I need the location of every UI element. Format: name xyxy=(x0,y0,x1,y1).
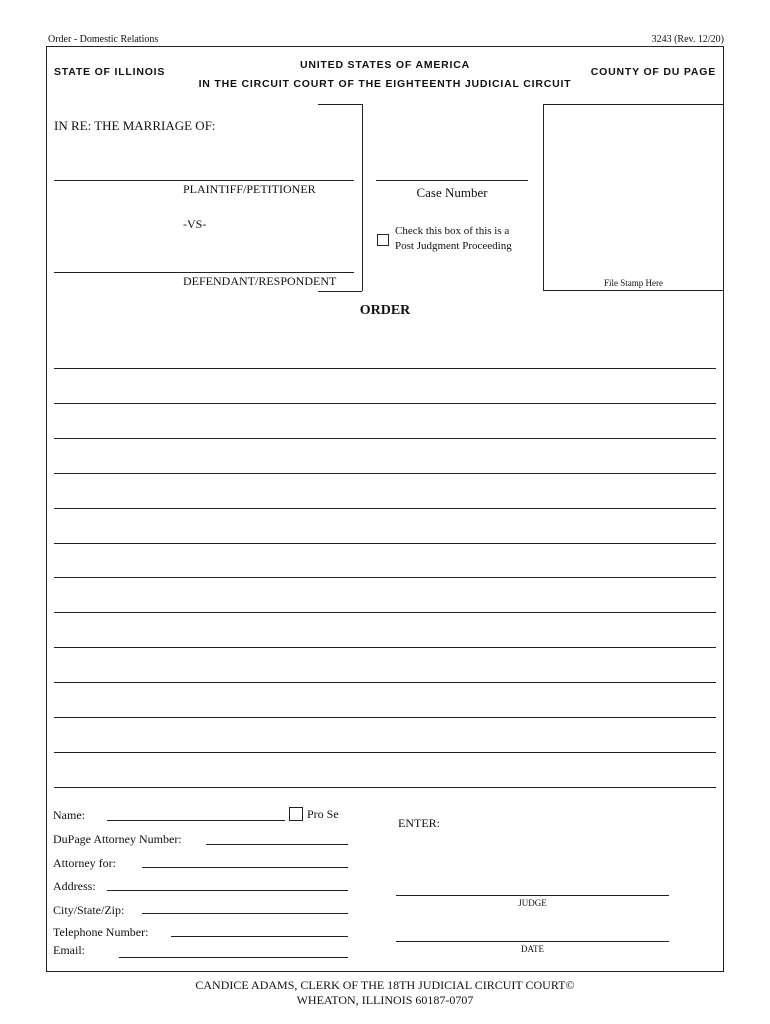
attorney-number-field[interactable] xyxy=(206,844,348,845)
city-state-zip-label: City/State/Zip: xyxy=(53,903,125,917)
clerk-name: CANDICE ADAMS, CLERK OF THE 18TH JUDICIAL CIRCUIT COURT© xyxy=(195,978,575,992)
judge-label: JUDGE xyxy=(518,898,547,908)
case-number-line[interactable] xyxy=(376,180,528,181)
state-label: STATE OF ILLINOIS xyxy=(54,66,166,78)
file-stamp-label: File Stamp Here xyxy=(604,278,663,288)
date-line[interactable] xyxy=(396,941,669,942)
enter-label: ENTER: xyxy=(398,816,440,830)
plaintiff-label: PLAINTIFF/PETITIONER xyxy=(183,182,316,196)
telephone-field[interactable] xyxy=(171,936,348,937)
in-re-label: IN RE: THE MARRIAGE OF: xyxy=(54,118,216,133)
name-label: Name: xyxy=(53,808,85,822)
telephone-label: Telephone Number: xyxy=(53,925,149,939)
post-judgment-checkbox[interactable] xyxy=(377,234,389,246)
order-title: ORDER xyxy=(359,303,411,318)
order-text-line[interactable] xyxy=(54,543,716,544)
pro-se-checkbox[interactable] xyxy=(289,807,303,821)
post-judgment-label-line2: Post Judgment Proceeding xyxy=(395,240,512,252)
order-text-line[interactable] xyxy=(54,647,716,648)
caption-bottom-rule xyxy=(318,291,362,292)
order-text-line[interactable] xyxy=(54,752,716,753)
form-number: 3243 (Rev. 12/20) xyxy=(651,34,724,45)
judge-signature-line[interactable] xyxy=(396,895,669,896)
attorney-number-label: DuPage Attorney Number: xyxy=(53,832,182,846)
form-title: Order - Domestic Relations xyxy=(48,34,159,45)
attorney-for-label: Attorney for: xyxy=(53,856,116,870)
email-field[interactable] xyxy=(119,957,348,958)
pro-se-label: Pro Se xyxy=(307,807,339,821)
order-text-line[interactable] xyxy=(54,438,716,439)
plaintiff-name-line[interactable] xyxy=(54,180,354,181)
clerk-address: WHEATON, ILLINOIS 60187-0707 xyxy=(296,993,474,1007)
county-label: COUNTY OF DU PAGE xyxy=(590,66,716,78)
email-label: Email: xyxy=(53,943,85,957)
address-field[interactable] xyxy=(107,890,348,891)
date-label: DATE xyxy=(521,944,544,954)
country-label: UNITED STATES OF AMERICA xyxy=(299,59,471,71)
post-judgment-label-line1: Check this box of this is a xyxy=(395,225,510,237)
address-label: Address: xyxy=(53,879,96,893)
city-state-zip-field[interactable] xyxy=(142,913,348,914)
order-text-line[interactable] xyxy=(54,612,716,613)
vs-label: -VS- xyxy=(183,217,207,231)
order-text-line[interactable] xyxy=(54,368,716,369)
attorney-for-field[interactable] xyxy=(142,867,348,868)
defendant-label: DEFENDANT/RESPONDENT xyxy=(183,274,337,288)
order-text-line[interactable] xyxy=(54,508,716,509)
order-text-line[interactable] xyxy=(54,403,716,404)
name-field[interactable] xyxy=(107,820,285,821)
caption-right-rule xyxy=(362,104,363,291)
file-stamp-box xyxy=(543,104,724,291)
order-text-line[interactable] xyxy=(54,577,716,578)
defendant-name-line[interactable] xyxy=(54,272,354,273)
order-text-line[interactable] xyxy=(54,682,716,683)
court-label: IN THE CIRCUIT COURT OF THE EIGHTEENTH JUDICIAL CIRCUIT xyxy=(198,78,572,90)
case-number-label: Case Number xyxy=(416,185,488,200)
order-text-line[interactable] xyxy=(54,717,716,718)
caption-top-rule xyxy=(318,104,362,105)
order-text-line[interactable] xyxy=(54,787,716,788)
order-text-line[interactable] xyxy=(54,473,716,474)
